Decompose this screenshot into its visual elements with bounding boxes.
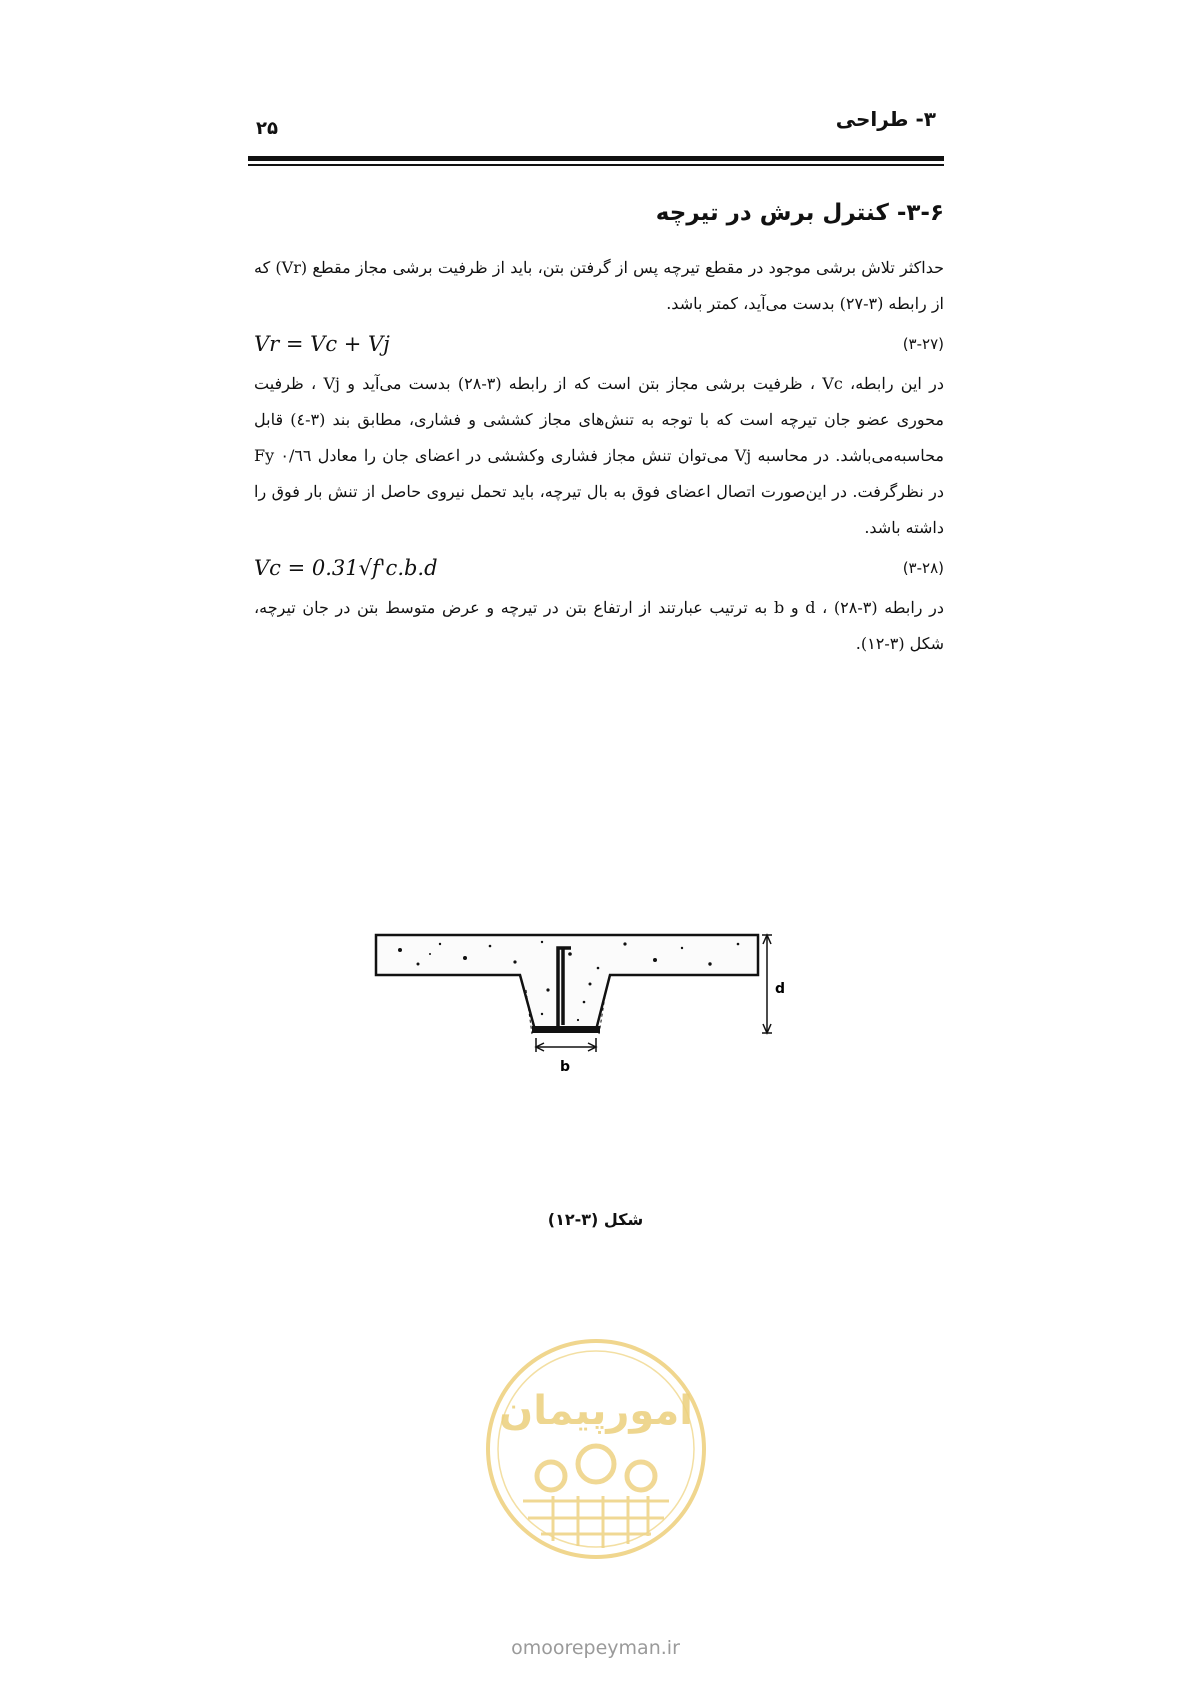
joist-section-drawing: [370, 930, 820, 1140]
dimension-d-label: d: [775, 981, 786, 997]
figure-caption: شکل (۳-۱۲): [547, 1210, 644, 1229]
joist-section-figure: [370, 930, 820, 1140]
section-body: [254, 200, 944, 662]
bottom-flange: [532, 1026, 600, 1033]
stamp-logo-icon: [483, 1336, 709, 1562]
header-rule-thin: [248, 164, 944, 166]
paragraph: در رابطه (۳-۲۸) ، d و b به ترتیب عبارتند از ارتفاع بتن در تیرچه و عرض متوسط بتن در جان تیرچه، شکل (۳-۱۲).: [254, 598, 945, 653]
watermark-site: omoorepeyman.ir: [511, 1637, 680, 1659]
equation-row: [254, 322, 944, 366]
dimension-b: [536, 1038, 596, 1052]
dimension-b-label: b: [560, 1059, 571, 1075]
equation: Vr = Vc + Vj: [254, 332, 390, 356]
dimension-d: [762, 935, 772, 1033]
header-rule: [248, 156, 944, 161]
svg-text:امورپیمان: امورپیمان: [499, 1388, 693, 1434]
equation-row: [254, 546, 944, 590]
equation-number: (۳-۲۸): [902, 559, 944, 577]
page-header: [0, 0, 1191, 170]
equation: Vc = 0.31√f'c.b.d: [254, 556, 438, 580]
watermark-stamp: [483, 1336, 709, 1562]
chapter-title: ۳- طراحی: [835, 107, 936, 131]
paragraph: در این رابطه، Vc ، ظرفیت برشی مجاز بتن است که از رابطه (۳-۲۸) بدست می‌آید و Vj ، ظرفیت محوری عضو جان تیرچه است که با توجه به تنش‌های مجاز کششی و فشاری، مطابق بند (۳-٤) قابل محاسبه‌می‌باشد. در محاسبه Vj می‌توان تنش مجاز فشاری وکششی در اعضای جان را معادل ۰/٦٦ Fy در نظرگرفت. در این‌صورت اتصال اعضای فوق به بال تیرچه، باید تحمل نیروی حاصل از تنش بار فوق را داشته باشد.: [254, 374, 945, 537]
paragraph: حداکثر تلاش برشی موجود در مقطع تیرچه پس از گرفتن بتن، باید از ظرفیت برشی مجاز مقطع (Vr) که از رابطه (۳-۲۷) بدست می‌آید، کمتر باشد.: [254, 258, 945, 313]
page-number: ۲۵: [256, 118, 278, 139]
section-title: ۳-۶- کنترل برش در تیرچه: [655, 200, 944, 226]
equation-number: (۳-۲۷): [902, 335, 944, 353]
